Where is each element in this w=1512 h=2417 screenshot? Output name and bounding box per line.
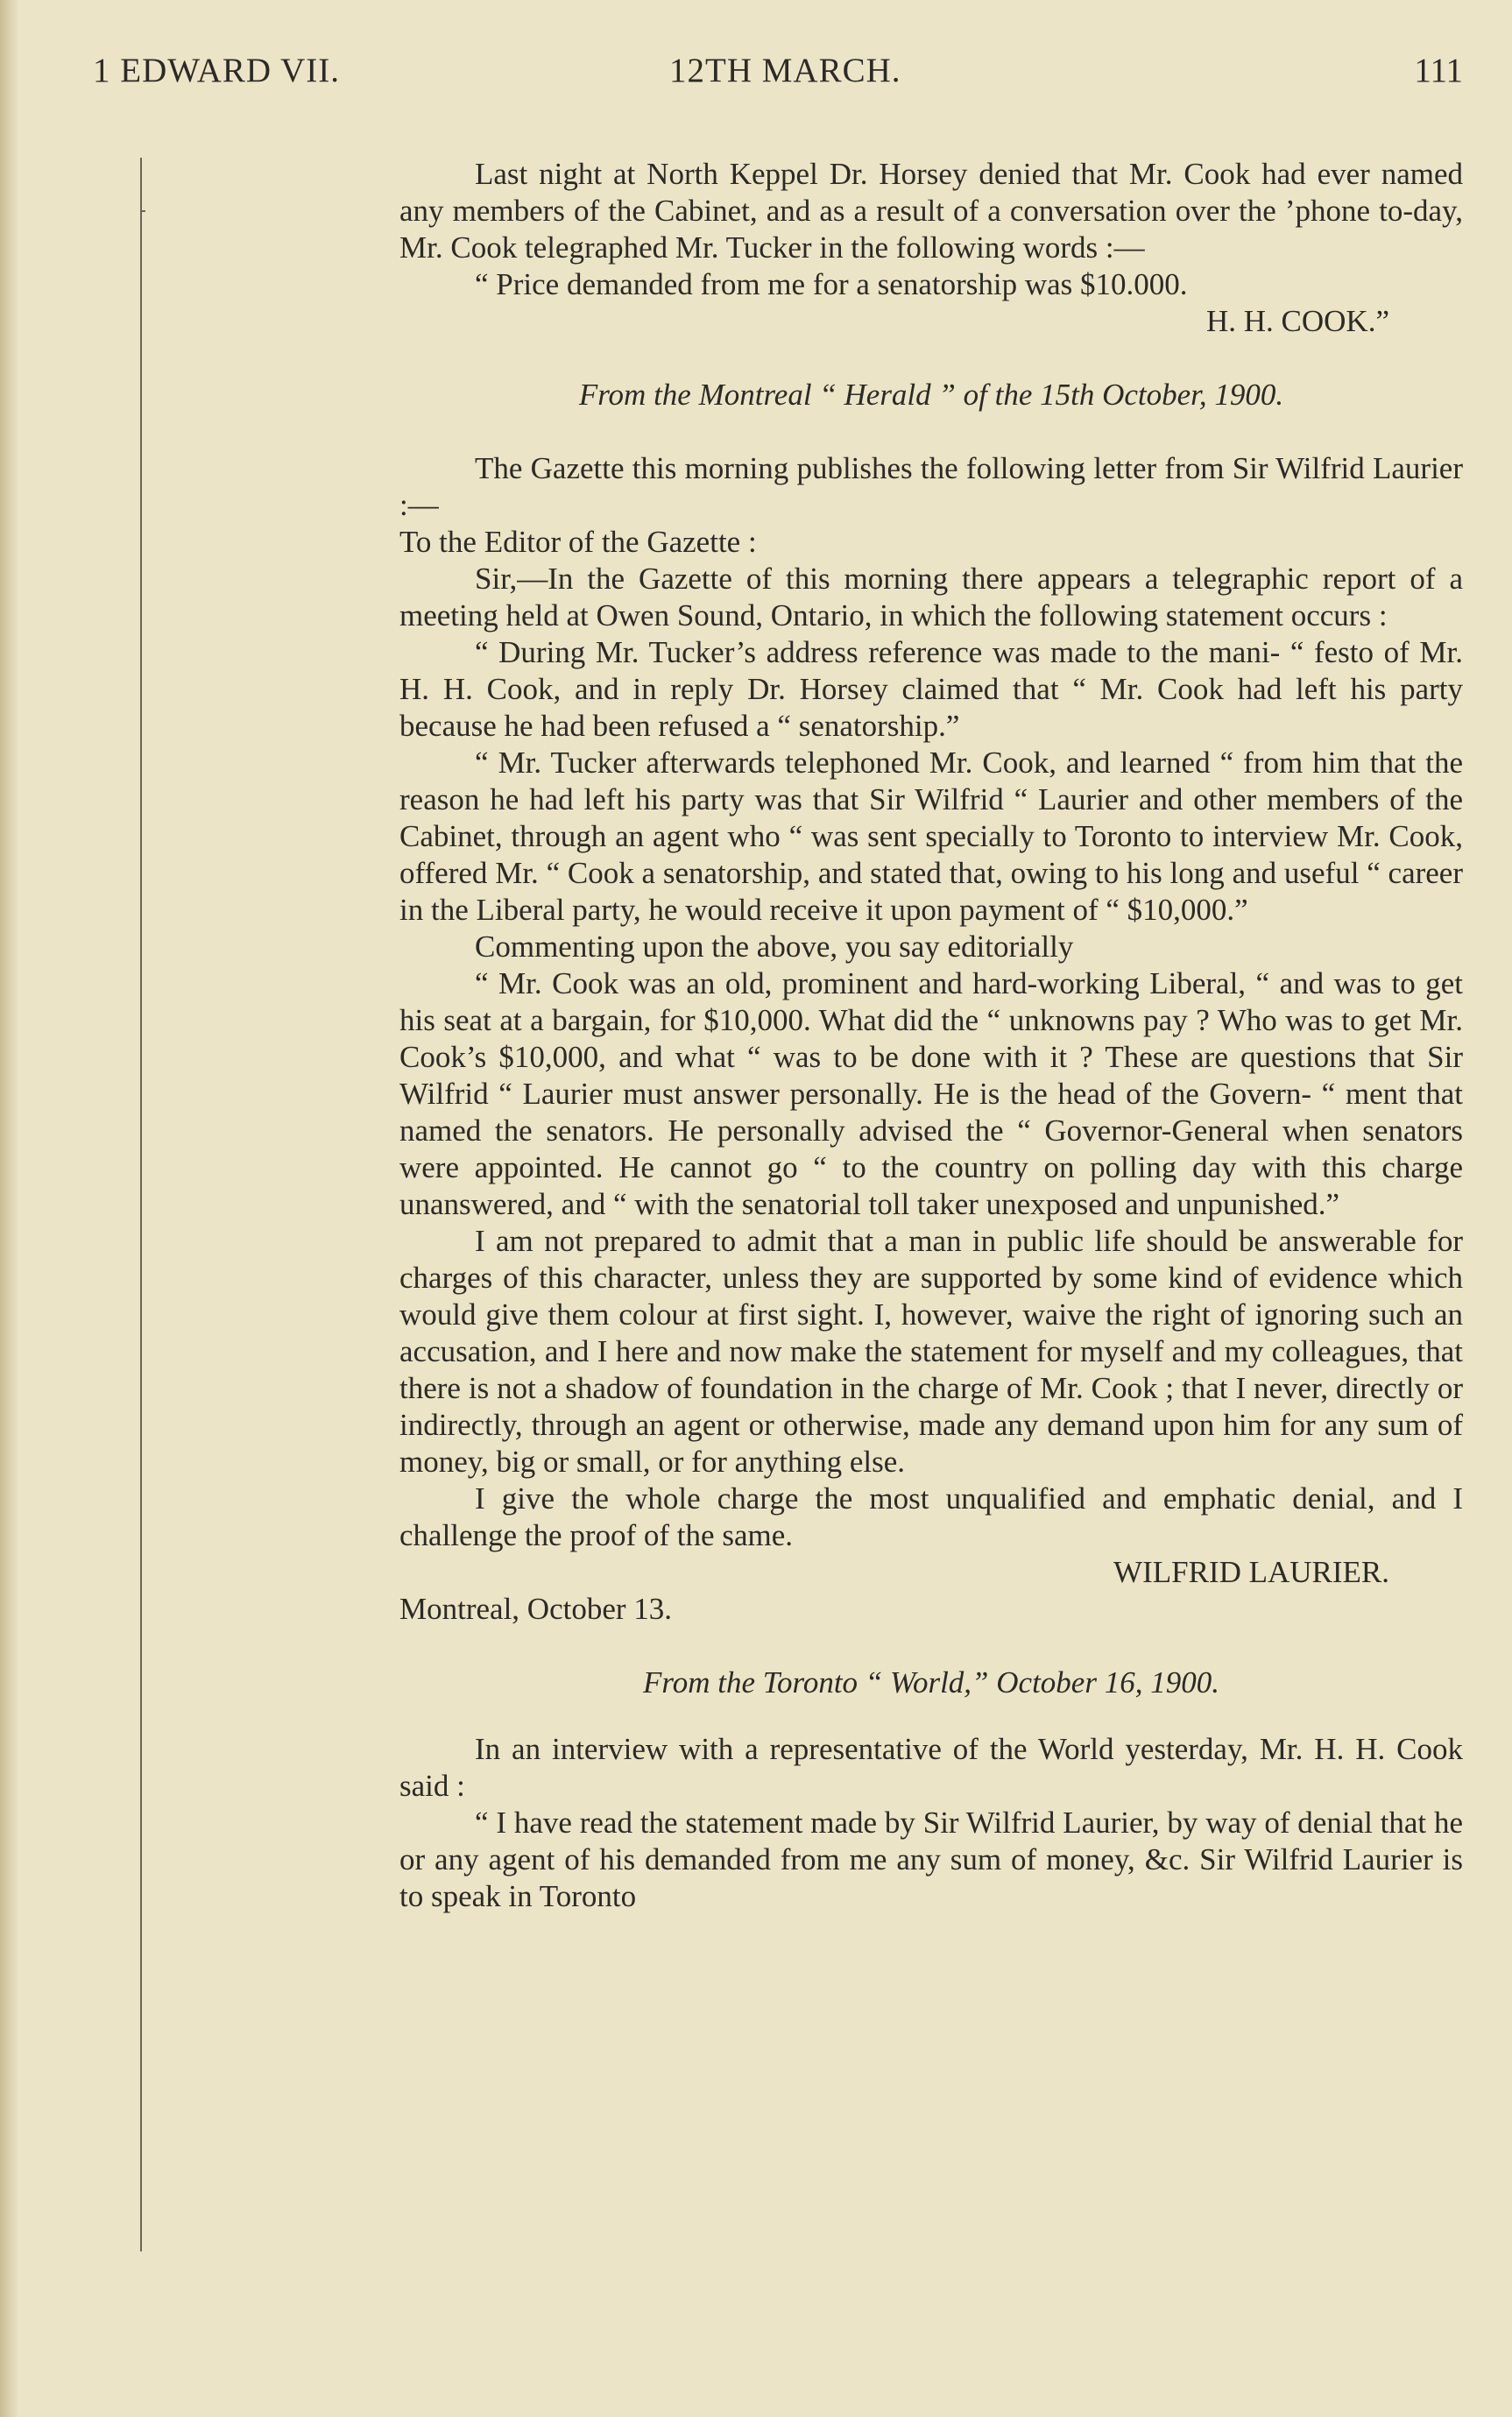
paragraph-challenge: I give the whole charge the most unqualified and emphatic denial, and I challenge the proof of the same.: [399, 1481, 1463, 1552]
margin-rule: [140, 158, 142, 2251]
paragraph-denial: I am not prepared to admit that a man in public life should be answerable for charges of this character, unless they are supported by some kind of evidence which would give them colour at first sight. I, however, waive the right of ignoring such an accusation, and I here and now make the statement for myself and my colleagues, that there is not a shadow of foundation in the charge of Mr. Cook ; that I never, directly or indirectly, through an agent or otherwise, made any demand upon him for any sum of money, big or small, or for anything else.: [399, 1224, 1463, 1479]
quote-editorial: “ Mr. Cook was an old, prominent and hard-working Liberal, “ and was to get his seat at a bargain, for $10,000. What did the “ unknowns pay ? Who was to get Mr. Cook’s $10,000, and what “ was to be done with it ? These are questions that Sir Wilfrid “ Laurier must answer personally. He is the head of the Govern- “ ment that named the senators. He personally advised the “ Governor-General when senators were appointed. He cannot go “ to the country on polling day with this charge unanswered, and “ with the senatorial toll taker unexposed and unpunished.”: [399, 966, 1463, 1221]
running-header: [93, 51, 1463, 103]
page-binding-edge: [0, 0, 19, 2417]
dateline-montreal: Montreal, October 13.: [399, 1592, 673, 1626]
paragraph-gazette-intro: The Gazette this morning publishes the following letter from Sir Wilfrid Laurier :—: [399, 451, 1463, 522]
telegram-signature: H. H. COOK.”: [1205, 304, 1389, 338]
margin-rule-tick: [140, 210, 145, 212]
paragraph-keppel: Last night at North Keppel Dr. Horsey denied that Mr. Cook had ever named any members of the Cabinet, and as a result of a conversation over the ’phone to-day, Mr. Cook telegraphed Mr. Tucker in the following words :—: [399, 157, 1463, 265]
paragraph-commenting: Commenting upon the above, you say editorially: [475, 929, 1074, 964]
paragraph-interview: In an interview with a representative of the World yesterday, Mr. H. H. Cook said :: [399, 1732, 1463, 1803]
signature-laurier: WILFRID LAURIER.: [1113, 1555, 1389, 1589]
header-regnal-year: 1 EDWARD VII.: [93, 52, 341, 89]
quote-tucker-address: “ During Mr. Tucker’s address reference was made to the mani- “ festo of Mr. H. H. Cook, and in reply Dr. Horsey claimed that “ Mr. Cook had left his party because he had been refused a “ senatorship.”: [399, 635, 1463, 743]
quote-tucker-telephone: “ Mr. Tucker afterwards telephoned Mr. Cook, and learned “ from him that the reason he had left his party was that Sir Wilfrid “ Laurier and other members of the Cabinet, through an agent who “ was sent specially to Toronto to interview Mr. Cook, offered Mr. “ Cook a senatorship, and stated that, owing to his long and useful “ career in the Liberal party, he would receive it upon payment of “ $10,000.”: [399, 746, 1463, 927]
heading-toronto-world: From the Toronto “ World,” October 16, 1900.: [643, 1665, 1219, 1700]
paragraph-cook-statement: “ I have read the statement made by Sir Wilfrid Laurier, by way of denial that he or any agent of his demanded from me any sum of money, &c. Sir Wilfrid Laurier is to speak in Toronto: [399, 1806, 1463, 1913]
header-date: 12TH MARCH.: [669, 52, 901, 89]
page-number: 111: [1414, 52, 1463, 89]
heading-montreal-herald: From the Montreal “ Herald ” of the 15th October, 1900.: [578, 378, 1284, 412]
article-body: [399, 156, 1463, 1915]
telegram-quote: “ Price demanded from me for a senatorship was $10.000.: [475, 267, 1188, 301]
letter-salutation: To the Editor of the Gazette :: [399, 525, 757, 559]
paragraph-gazette-report: Sir,—In the Gazette of this morning there appears a telegraphic report of a meeting held at Owen Sound, Ontario, in which the following statement occurs :: [399, 562, 1463, 633]
